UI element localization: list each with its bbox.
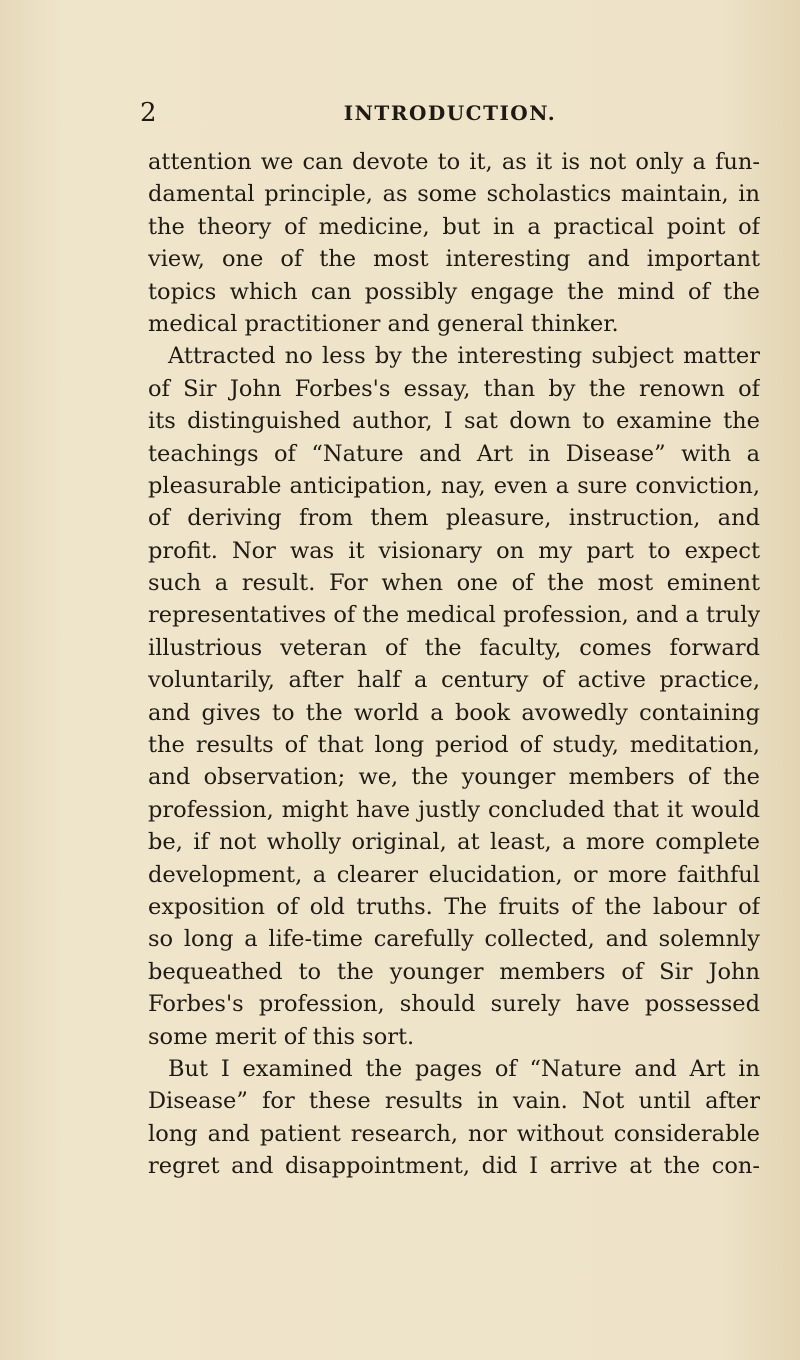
text-line: representatives of the medical profession, and a truly (148, 602, 760, 629)
text-line: some merit of this sort. (148, 1023, 415, 1050)
text-line: so long a life-time carefully collected, and solemnly (148, 926, 760, 953)
text-line: teachings of “Nature and Art in Disease” with a (148, 440, 760, 467)
text-line: and observation; we, the younger members of the (148, 764, 760, 791)
text-line: be, if not wholly original, at least, a more complete (148, 829, 760, 856)
body-text (148, 146, 760, 1183)
text-line: But I examined the pages of “Nature and Art in (168, 1055, 760, 1082)
text-line: long and patient research, nor without considerable (148, 1120, 760, 1147)
text-line: regret and disappointment, did I arrive at the con- (148, 1153, 760, 1180)
text-line: Attracted no less by the interesting subject matter (168, 343, 760, 370)
text-line: view, one of the most interesting and important (148, 246, 760, 273)
text-line: Forbes's profession, should surely have possessed (148, 991, 760, 1018)
text-line: such a result. For when one of the most eminent (148, 570, 760, 597)
text-line: exposition of old truths. The fruits of the labour of (148, 893, 760, 920)
text-line: of Sir John Forbes's essay, than by the renown of (148, 375, 760, 402)
text-line: its distinguished author, I sat down to examine the (148, 408, 760, 435)
text-line: topics which can possibly engage the mind of the (148, 278, 760, 305)
text-line: medical practitioner and general thinker. (148, 310, 619, 337)
text-line: profession, might have justly concluded that it would (148, 796, 760, 823)
text-line: the theory of medicine, but in a practical point of (148, 213, 760, 240)
text-line: bequeathed to the younger members of Sir John (148, 958, 760, 985)
text-line: profit. Nor was it visionary on my part to expect (148, 537, 760, 564)
text-line: illustrious veteran of the faculty, comes forward (148, 634, 760, 661)
page-header (140, 98, 760, 128)
text-line: the results of that long period of study, meditation, (148, 732, 760, 759)
text-line: pleasurable anticipation, nay, even a sure conviction, (148, 472, 760, 499)
text-line: of deriving from them pleasure, instruction, and (148, 505, 760, 532)
text-line: and gives to the world a book avowedly containing (148, 699, 760, 726)
text-line: voluntarily, after half a century of active practice, (148, 667, 760, 694)
page-number: 2 (140, 98, 157, 128)
text-line: attention we can devote to it, as it is not only a fun- (148, 149, 760, 175)
text-line: development, a clearer elucidation, or more faithful (148, 861, 760, 888)
text-line: damental principle, as some scholastics maintain, in (148, 181, 760, 208)
text-line: Disease” for these results in vain. Not until after (148, 1088, 760, 1115)
running-head: INTRODUCTION. (343, 101, 557, 125)
